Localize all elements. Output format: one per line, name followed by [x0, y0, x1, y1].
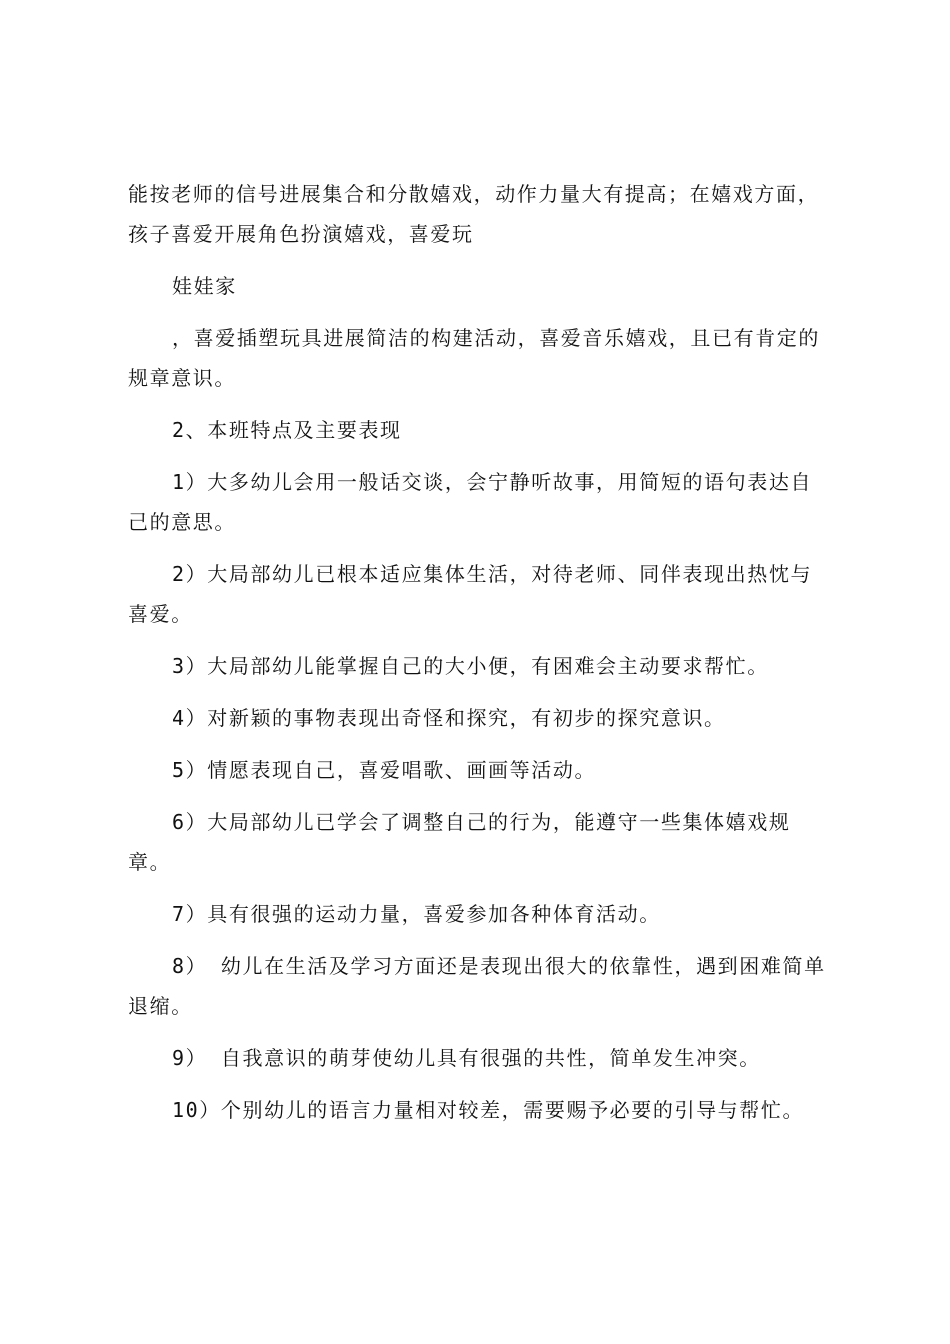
section-heading: 2、本班特点及主要表现: [172, 418, 402, 442]
list-item-4: 4）对新颖的事物表现出奇怪和探究，有初步的探究意识。: [172, 706, 726, 730]
paragraph-3: ，喜爱插塑玩具进展简洁的构建活动，喜爱音乐嬉戏，且已有肯定的规章意识。: [128, 326, 820, 390]
list-item-1: 1）大多幼儿会用一般话交谈，会宁静听故事，用简短的语句表达自己的意思。: [128, 470, 813, 534]
list-item-8: 8） 幼儿在生活及学习方面还是表现出很大的依靠性，遇到困难简单退缩。: [128, 954, 826, 1018]
list-item-5: 5）情愿表现自己，喜爱唱歌、画画等活动。: [172, 758, 597, 782]
list-item-3: 3）大局部幼儿能掌握自己的大小便，有困难会主动要求帮忙。: [172, 654, 769, 678]
list-item-9: 9） 自我意识的萌芽使幼儿具有很强的共性，简单发生冲突。: [172, 1046, 761, 1070]
list-item-10: 10）个别幼儿的语言力量相对较差，需要赐予必要的引导与帮忙。: [172, 1098, 805, 1122]
list-item-6: 6）大局部幼儿已学会了调整自己的行为，能遵守一些集体嬉戏规章。: [128, 810, 791, 874]
paragraph-2: 娃娃家: [172, 274, 237, 298]
document-body: [128, 174, 832, 1130]
list-item-7: 7）具有很强的运动力量，喜爱参加各种体育活动。: [172, 902, 661, 926]
paragraph-1: 能按老师的信号进展集合和分散嬉戏，动作力量大有提高；在嬉戏方面，孩子喜爱开展角色扮演嬉戏，喜爱玩: [128, 182, 820, 246]
list-item-2: 2）大局部幼儿已根本适应集体生活，对待老师、同伴表现出热忱与喜爱。: [128, 562, 813, 626]
